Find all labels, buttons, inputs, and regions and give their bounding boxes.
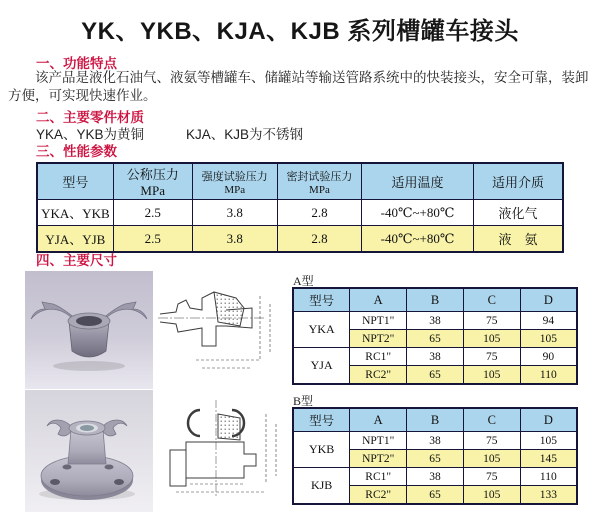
table-cell: RC1" [350, 468, 407, 486]
flanged-coupling-photo [25, 390, 153, 512]
table-cell: RC2" [350, 486, 407, 505]
table-cell: 110 [520, 468, 577, 486]
table-row [293, 348, 577, 366]
wing-coupling-photo [25, 271, 153, 389]
table-cell: 38 [407, 312, 464, 330]
table-cell: 133 [520, 486, 577, 505]
table-cell: 110 [520, 366, 577, 385]
section-3-heading: 三、性能参数 [36, 144, 117, 159]
table-cell: RC1" [350, 348, 407, 366]
type-b-table [292, 407, 578, 505]
col-header-b: B [407, 288, 464, 312]
table-cell: 65 [407, 450, 464, 468]
type-b-caption: B型 [293, 394, 314, 408]
table-cell: 105 [463, 486, 520, 505]
col-header-model: 型号 [293, 288, 350, 312]
table-cell: 75 [463, 432, 520, 450]
col-header-c: C [463, 408, 520, 432]
table-cell: RC2" [350, 366, 407, 385]
col-header-d: D [520, 288, 577, 312]
model-cell: YKB [293, 432, 350, 468]
table-cell: 2.5 [113, 200, 192, 226]
model-cell: KJB [293, 468, 350, 505]
model-cell: YKA [293, 312, 350, 348]
table-cell: NPT2" [350, 450, 407, 468]
flanged-coupling-image [25, 390, 153, 512]
table-cell: 38 [407, 432, 464, 450]
table-row [293, 312, 577, 330]
type-b-section-drawing [156, 396, 292, 504]
material-stainless: KJA、KJB为不锈钢 [186, 127, 304, 142]
table-cell: 38 [407, 348, 464, 366]
table-cell: NPT1" [350, 432, 407, 450]
table-cell: 液 氨 [474, 226, 563, 253]
table-cell: 2.8 [277, 200, 361, 226]
table-cell: -40℃~+80℃ [362, 200, 474, 226]
section-2-heading: 二、主要零件材质 [36, 110, 144, 125]
type-a-caption: A型 [293, 274, 314, 288]
section-1-body: 该产品是液化石油气、液氨等槽罐车、储罐站等输送管路系统中的快装接头，安全可靠，装卸方便，可实现快速作业。 [8, 70, 589, 103]
type-a-section-drawing [156, 282, 292, 380]
table-row [37, 200, 563, 226]
table-cell: NPT2" [350, 330, 407, 348]
table-cell: 94 [520, 312, 577, 330]
type-b-drawing-image [156, 396, 292, 504]
performance-table [36, 162, 564, 253]
table-cell: 38 [407, 468, 464, 486]
table-cell: 105 [463, 366, 520, 385]
table-cell: YKA、YKB [37, 200, 113, 226]
type-b-header-row [293, 408, 577, 432]
type-a-drawing-image [156, 282, 292, 380]
table-cell: 75 [463, 312, 520, 330]
col-header-temperature: 适用温度 [362, 163, 474, 200]
table-cell: 3.8 [192, 200, 277, 226]
table-cell: 105 [463, 330, 520, 348]
table-cell: 2.5 [113, 226, 192, 253]
table-cell: 2.8 [277, 226, 361, 253]
col-header-nominal-pressure: 公称压力 MPa [113, 163, 192, 200]
col-header-d: D [520, 408, 577, 432]
table-cell: NPT1" [350, 312, 407, 330]
col-header-a: A [350, 288, 407, 312]
wing-coupling-image [25, 271, 153, 389]
section-1-heading: 一、功能特点 [36, 56, 117, 71]
col-header-a: A [350, 408, 407, 432]
table-cell: 75 [463, 348, 520, 366]
model-cell: YJA [293, 348, 350, 385]
table-cell: 65 [407, 486, 464, 505]
table-row [293, 432, 577, 450]
table-cell: 液化气 [474, 200, 563, 226]
table-cell: 75 [463, 468, 520, 486]
table-cell: 65 [407, 330, 464, 348]
performance-header-row [37, 163, 563, 200]
col-header-b: B [407, 408, 464, 432]
col-header-strength-test: 强度试验压力MPa [192, 163, 277, 200]
col-header-model: 型号 [293, 408, 350, 432]
col-header-medium: 适用介质 [474, 163, 563, 200]
table-cell: -40℃~+80℃ [362, 226, 474, 253]
col-header-model: 型号 [37, 163, 113, 200]
page-title: YK、YKB、KJA、KJB 系列槽罐车接头 [81, 18, 519, 45]
table-cell: YJA、YJB [37, 226, 113, 253]
table-row [293, 468, 577, 486]
table-cell: 90 [520, 348, 577, 366]
type-a-table [292, 287, 578, 385]
table-cell: 65 [407, 366, 464, 385]
table-cell: 145 [520, 450, 577, 468]
col-header-c: C [463, 288, 520, 312]
table-cell: 3.8 [192, 226, 277, 253]
table-cell: 105 [520, 330, 577, 348]
table-cell: 105 [520, 432, 577, 450]
table-cell: 105 [463, 450, 520, 468]
type-a-header-row [293, 288, 577, 312]
material-brass: YKA、YKB为黄铜 [36, 127, 145, 142]
section-4-heading: 四、主要尺寸 [36, 253, 117, 268]
col-header-seal-test: 密封试验压力MPa [277, 163, 361, 200]
